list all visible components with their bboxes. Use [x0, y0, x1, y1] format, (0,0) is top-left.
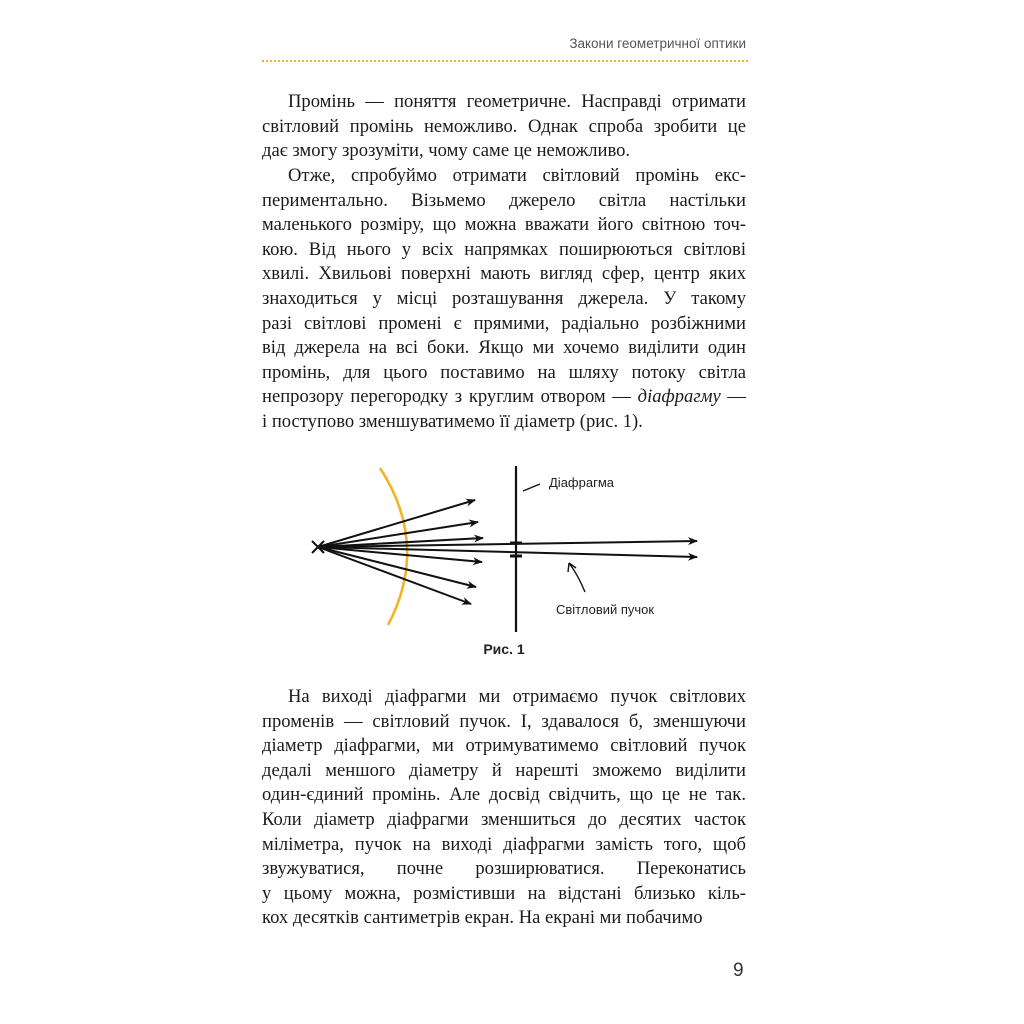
beam-pointer-arrow [569, 563, 585, 592]
text-line: дає змогу зрозуміти, чому саме це неможливо. [262, 140, 631, 162]
text-line: разі світлові промені є прямими, радіально розбіжними [262, 312, 746, 334]
text-line: і поступово зменшуватимемо її діаметр (рис. 1). [262, 410, 643, 432]
text-line: маленького розміру, що можна вважати його світною точ- [262, 214, 746, 236]
italic-term: діафрагму [637, 386, 721, 408]
text-line: хвилі. Хвильові поверхні мають вигляд сфер, центр яких [262, 263, 746, 285]
text-line: Отже, спробуймо отримати світловий промінь екс- [288, 165, 746, 186]
text-line: від джерела на всі боки. Якщо ми хочемо виділити один [262, 337, 746, 359]
text-line: промінь, для цього поставимо на шляху потоку світла [262, 361, 746, 383]
diaphragm-leader [523, 484, 540, 491]
text-line: світловий промінь неможливо. Однак спроба зробити це [262, 115, 746, 137]
text-span: непрозору перегородку з круглим отвором — [262, 386, 638, 408]
text-line: у цьому можна, розмістивши на відстані близько кіль- [262, 882, 746, 904]
text-line: дедалі меншого діаметру й нарешті зможемо виділити [262, 759, 746, 781]
ray [318, 547, 476, 587]
text-line: променів — світловий пучок. І, здавалося б, зменшуючи [262, 710, 746, 732]
text-span: — [720, 386, 746, 408]
text-line: кох десятків сантиметрів екран. На екрані ми побачимо [262, 907, 703, 929]
label-beam: Світловий пучок [556, 602, 655, 617]
text-line: міліметра, пучок на виході діафрагми замість того, щоб [262, 833, 746, 855]
text-line: периментально. Візьмемо джерело світла настільки [262, 189, 746, 211]
text-line: На виході діафрагми ми отримаємо пучок світлових [288, 686, 746, 707]
text-line: один-єдиний промінь. Але досвід свідчить, що це не так. [262, 784, 746, 806]
figure-caption: Рис. 1 [483, 641, 525, 657]
label-diaphragm: Діафрагма [549, 475, 614, 490]
text-line: знаходиться у місці розташування джерела. У такому [262, 287, 746, 309]
ray [318, 547, 471, 604]
text-line: кою. Від нього у всіх напрямках поширюються світлові [262, 238, 746, 260]
text-line: звужуватися, почне розширюватися. Переконатись [262, 858, 746, 880]
text-line: Коли діаметр діафрагми зменшиться до десятих часток [262, 808, 746, 830]
text-line: Промінь — поняття геометричне. Насправді отримати [288, 91, 746, 112]
page-number: 9 [733, 960, 744, 981]
text-line: діаметр діафрагми, ми отримуватимемо світловий пучок [262, 735, 746, 757]
running-head: Закони геометричної оптики [569, 36, 746, 51]
